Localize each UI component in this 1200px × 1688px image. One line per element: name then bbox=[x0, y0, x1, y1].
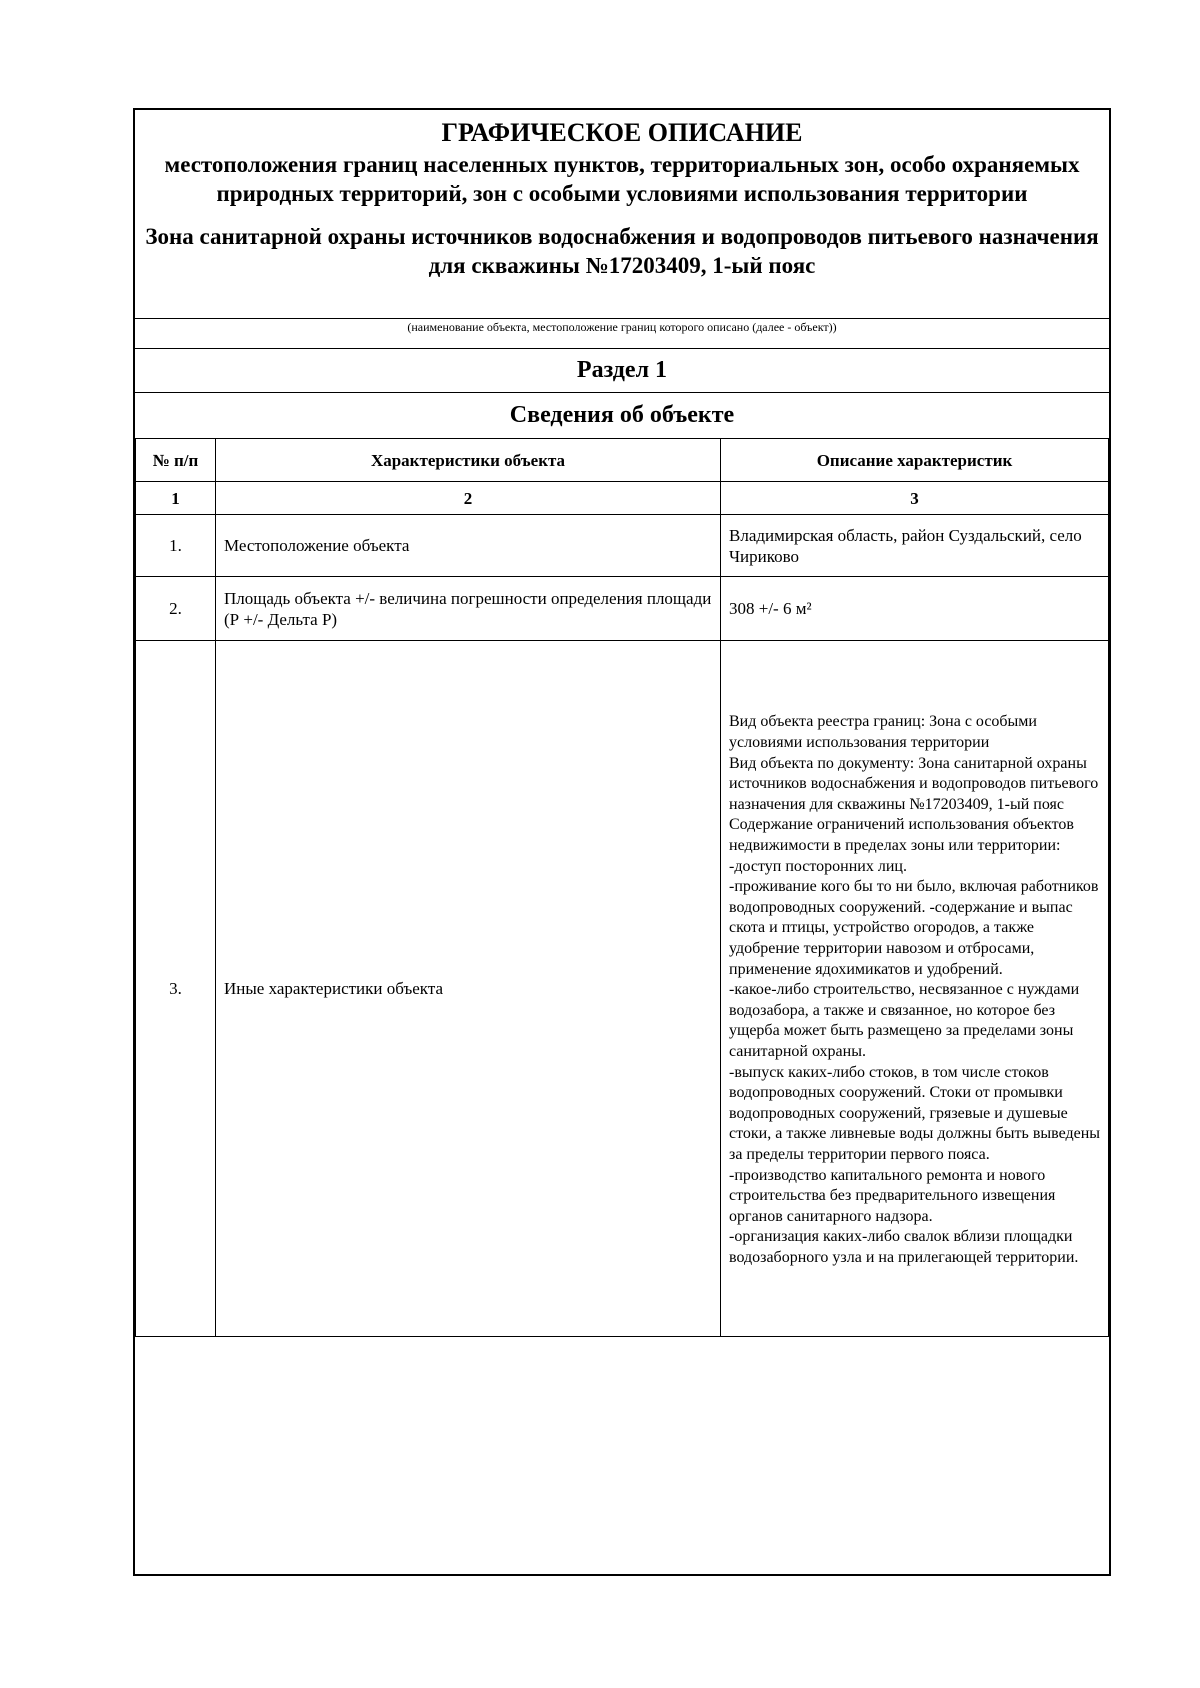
column-number-row bbox=[136, 482, 1109, 515]
row-description bbox=[721, 641, 1109, 1337]
object-name: Зона санитарной охраны источников водоснабжения и водопроводов питьевого назначения для скважины №17203409, 1-ый пояс bbox=[145, 224, 1099, 278]
object-info-table bbox=[135, 438, 1109, 1337]
row-characteristic: Площадь объекта +/- величина погрешности определения площади (Р +/- Дельта Р) bbox=[216, 577, 721, 641]
document-subtitle: местоположения границ населенных пунктов, территориальных зон, особо охраняемых природных территорий, зон с особыми условиями использования территории bbox=[164, 152, 1080, 206]
column-number: 1 bbox=[136, 482, 216, 515]
section-number: Раздел 1 bbox=[576, 357, 668, 383]
column-number: 3 bbox=[721, 482, 1109, 515]
row-number: 1. bbox=[136, 515, 216, 577]
table-header-row bbox=[136, 439, 1109, 482]
table-row bbox=[136, 641, 1109, 1337]
column-header-description: Описание характеристик bbox=[721, 439, 1109, 482]
document-frame bbox=[133, 108, 1111, 1576]
object-name-caption: (наименование объекта, местоположение границ которого описано (далее - объект)) bbox=[407, 320, 837, 334]
row-characteristic: Местоположение объекта bbox=[216, 515, 721, 577]
row-number: 2. bbox=[136, 577, 216, 641]
column-header-characteristic: Характеристики объекта bbox=[216, 439, 721, 482]
row-description-text: Вид объекта реестра границ: Зона с особыми условиями использования территории Вид объекта по документу: Зона санитарной охраны источников водоснабжения и водопроводов питьевого назначения для скважины №17203409, 1-ый пояс Содержание ограничений использования объектов недвижимости в пределах зоны или территории: -доступ посторонних лиц. -проживание кого бы то ни было, включая работников водопроводных сооружений. -содержание и выпас скота и птицы, устройство огородов, а также удобрение территории навозом и отбросами, применение ядохимикатов и удобрений. -какое-либо строительство, несвязанное с нуждами водозабора, а также и связанное, но которое без ущерба может быть размещено за пределами зоны санитарной охраны. -выпуск каких-либо стоков, в том числе стоков водопроводных сооружений. Стоки от промывки водопроводных сооружений, грязевые и душевые стоки, а также ливневые воды должны быть выведены за пределы территории первого пояса. -производство капитального ремонта и нового строительства без предварительного извещения органов санитарного надзора. -организация каких-либо свалок вблизи площадки водозаборного узла и на прилегающей территории. bbox=[729, 713, 1101, 1266]
row-description: Владимирская область, район Суздальский, село Чириково bbox=[721, 515, 1109, 577]
row-characteristic: Иные характеристики объекта bbox=[216, 641, 721, 1337]
table-row bbox=[136, 515, 1109, 577]
row-number: 3. bbox=[136, 641, 216, 1337]
column-number: 2 bbox=[216, 482, 721, 515]
document-title: ГРАФИЧЕСКОЕ ОПИСАНИЕ bbox=[441, 118, 803, 147]
column-header-number: № п/п bbox=[136, 439, 216, 482]
document-header bbox=[135, 110, 1109, 318]
row-description: 308 +/- 6 м² bbox=[721, 577, 1109, 641]
section-title: Сведения об объекте bbox=[509, 402, 735, 428]
table-row bbox=[136, 577, 1109, 641]
object-info-table-area bbox=[135, 438, 1109, 1337]
